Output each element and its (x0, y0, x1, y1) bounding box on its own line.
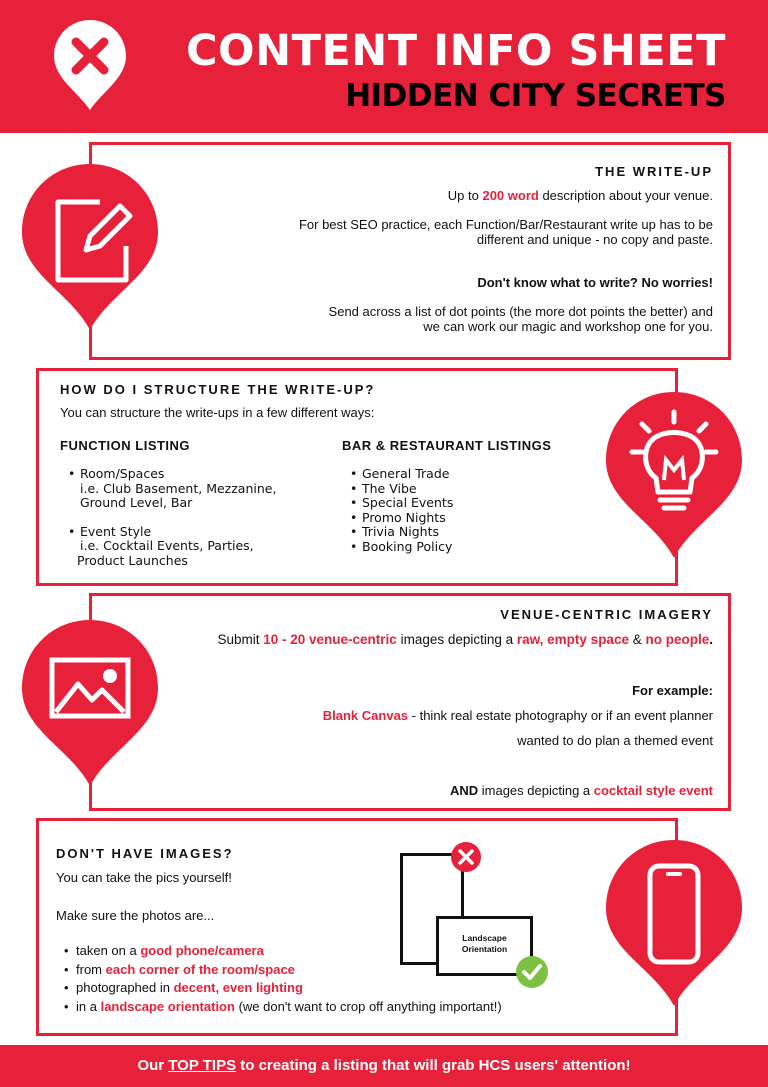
list-item: • Trivia Nights (346, 525, 453, 540)
list-item: • Special Events (346, 496, 453, 511)
image-icon (20, 618, 160, 788)
list-item: • Room/Spaces i.e. Club Basement, Mezzanine, Ground Level, Bar (64, 467, 276, 511)
edit-icon (20, 162, 160, 332)
writeup-question: Don't know what to write? No worries! (477, 275, 713, 290)
list-item: • taken on a good phone/camera (60, 942, 502, 961)
function-listing-list (64, 467, 276, 568)
list-item: • Promo Nights (346, 511, 453, 526)
writeup-line3a: Send across a list of dot points (the more dot points the better) and (328, 304, 713, 319)
imagery-card (89, 593, 731, 811)
noimages-line2: Make sure the photos are... (56, 908, 215, 923)
imagery-heading: VENUE-CENTRIC IMAGERY (500, 607, 713, 622)
structure-heading: HOW DO I STRUCTURE THE WRITE-UP? (60, 382, 376, 397)
writeup-line3b: we can work our magic and workshop one for you. (423, 319, 713, 334)
imagery-and-line: AND images depicting a cocktail style event (449, 783, 713, 798)
structure-intro: You can structure the write-ups in a few different ways: (60, 405, 375, 420)
list-item: • photographed in decent, even lighting (60, 979, 502, 998)
landscape-label-1: Landscape (462, 933, 507, 943)
list-item: • Event Style i.e. Cocktail Events, Parties, Product Launches (64, 525, 276, 569)
smartphone-icon (604, 838, 744, 1008)
list-item: • The Vibe (346, 482, 453, 497)
writeup-line2a: For best SEO practice, each Function/Bar/Restaurant write up has to be (298, 217, 713, 232)
writeup-line2b: different and unique - no copy and paste. (476, 232, 713, 247)
noimages-card (36, 818, 678, 1036)
bar-listing-list (346, 467, 453, 554)
landscape-label-2: Orientation (461, 944, 508, 954)
list-item: • Booking Policy (346, 540, 453, 555)
footer-banner: Our TOP TIPS to creating a listing that will grab HCS users' attention! (0, 1045, 768, 1087)
top-tips-link[interactable]: TOP TIPS (168, 1057, 237, 1074)
check-icon (515, 955, 549, 989)
imagery-example-label: For example: (632, 683, 713, 698)
page-title: CONTENT INFO SHEET (185, 26, 726, 76)
header-banner (0, 0, 768, 133)
imagery-example-line2: wanted to do plan a themed event (517, 733, 713, 748)
bar-listing-title: BAR & RESTAURANT LISTINGS (342, 438, 552, 453)
noimages-line1: You can take the pics yourself! (56, 870, 232, 885)
structure-card (36, 368, 678, 586)
list-item: • General Trade (346, 467, 453, 482)
writeup-card (89, 142, 731, 360)
close-icon (52, 18, 128, 112)
noimages-heading: DON'T HAVE IMAGES? (56, 846, 234, 861)
reject-icon (450, 841, 482, 873)
imagery-submit-line: Submit 10 - 20 venue-centric images depicting a raw, empty space & no people. (217, 632, 713, 647)
function-listing-title: FUNCTION LISTING (60, 438, 191, 453)
lightbulb-icon (604, 390, 744, 560)
writeup-heading: THE WRITE-UP (595, 164, 713, 179)
imagery-example-line1: Blank Canvas - think real estate photography or if an event planner (322, 708, 713, 723)
writeup-line1: Up to 200 word description about your venue. (447, 188, 713, 203)
page-subtitle: HIDDEN CITY SECRETS (345, 78, 726, 114)
list-item: • from each corner of the room/space (60, 961, 502, 980)
list-item: • in a landscape orientation (we don't want to crop off anything important!) (60, 998, 502, 1017)
